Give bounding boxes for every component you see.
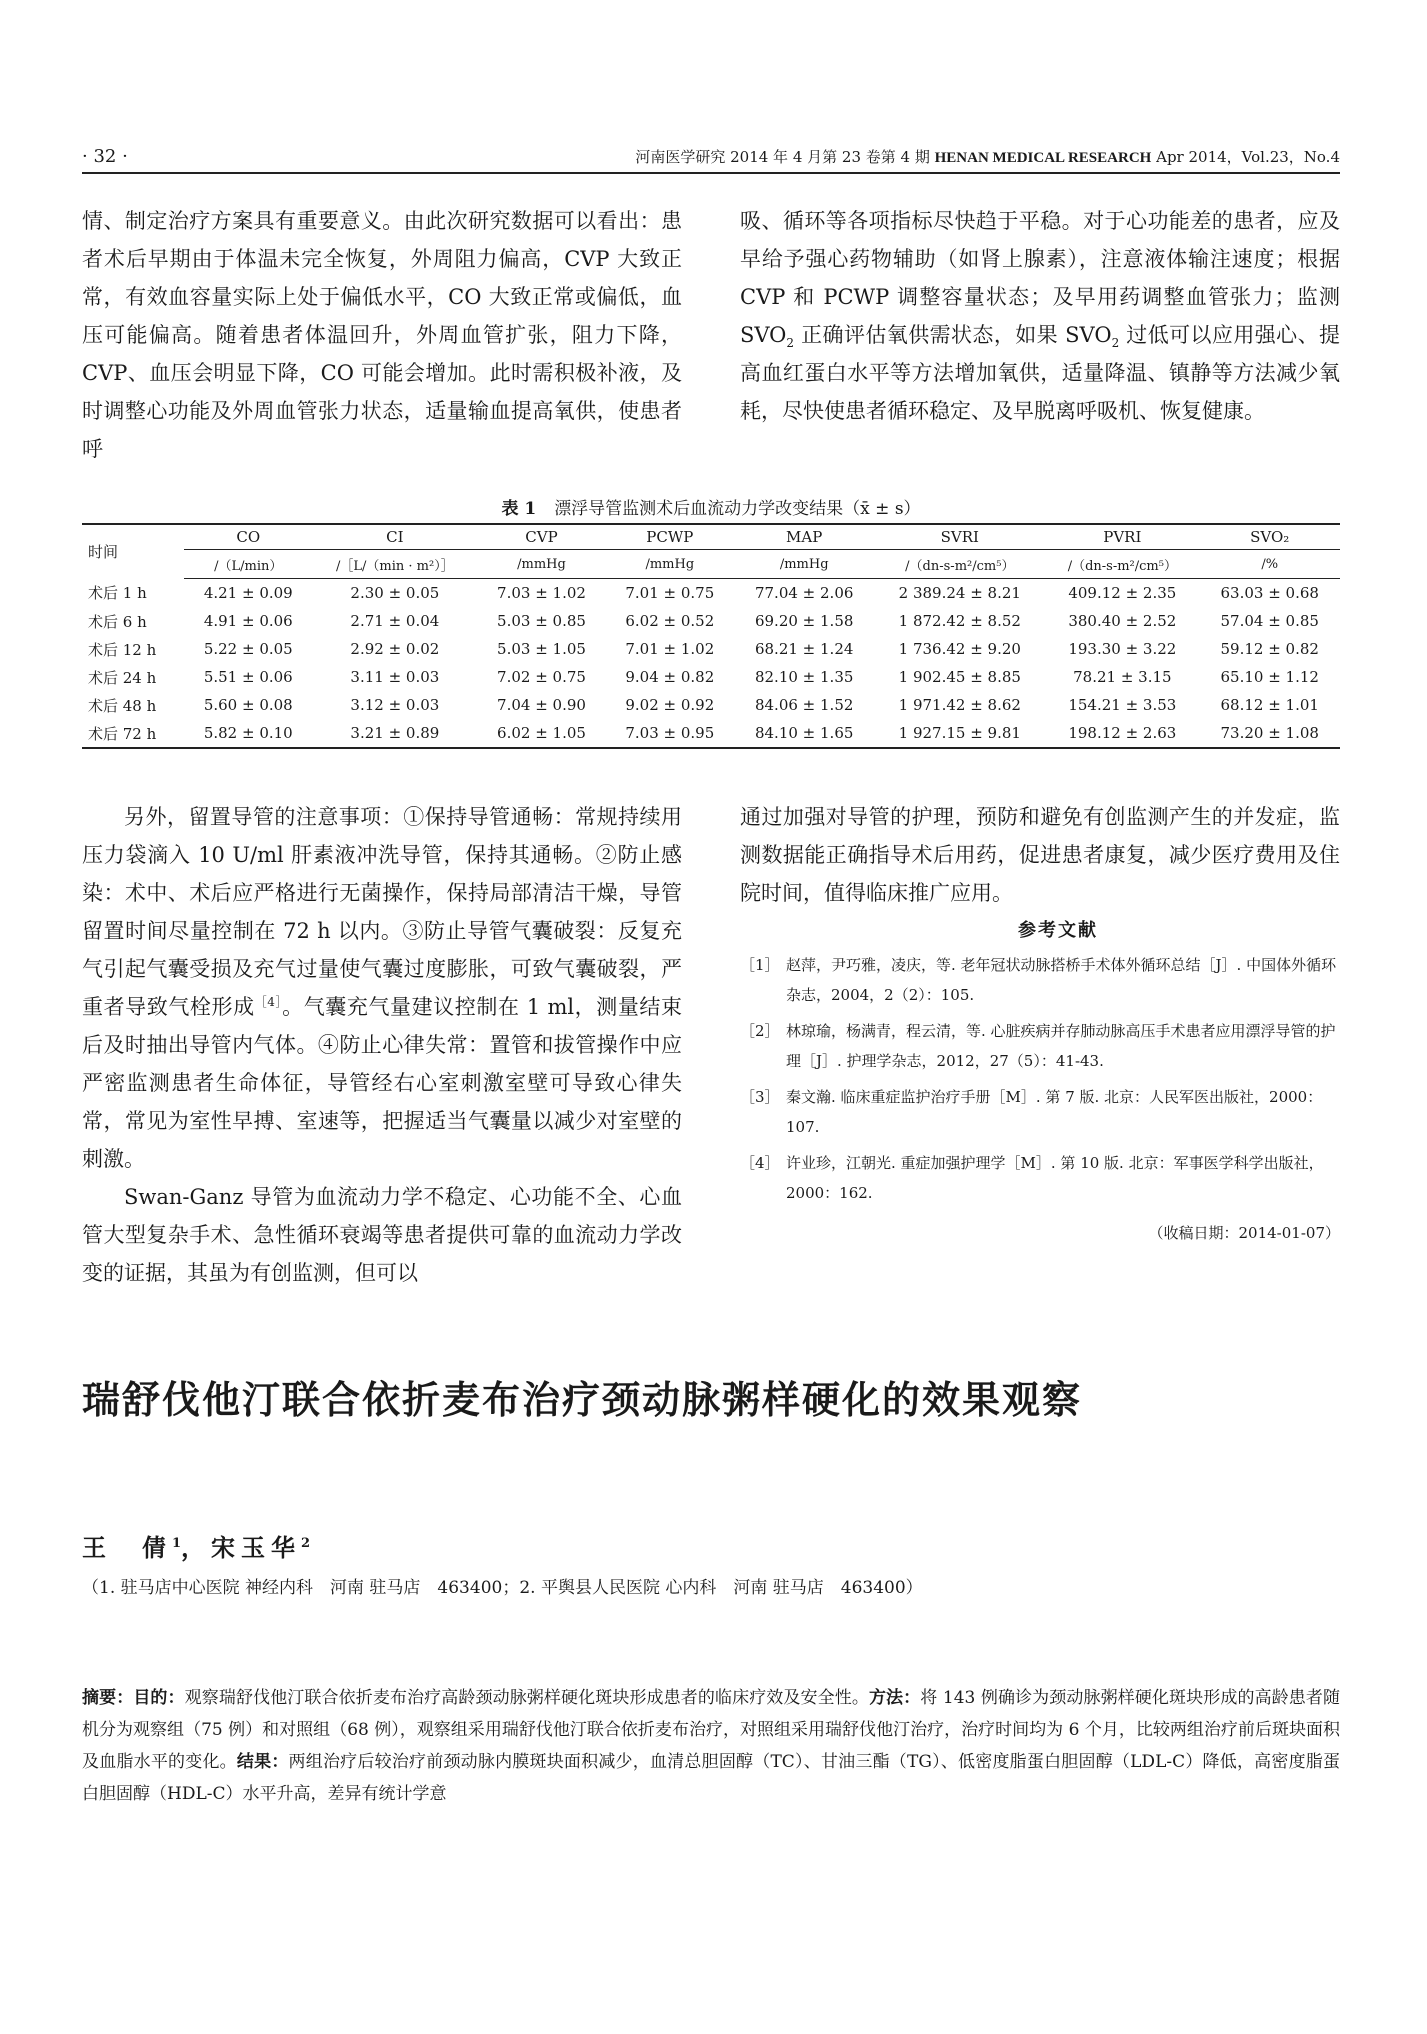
- affiliation: （1. 驻马店中心医院 神经内科 河南 驻马店 463400；2. 平舆县人民医院 心内科 河南 驻马店 463400）: [82, 1578, 923, 1598]
- table-cell: 5.60 ± 0.08: [203, 696, 293, 714]
- column-header: PCWP: [606, 524, 734, 550]
- table-cell: 1 872.42 ± 8.52: [898, 612, 1021, 630]
- table-cell: 2 389.24 ± 8.21: [898, 584, 1021, 602]
- table-cell: 5.03 ± 1.05: [497, 640, 586, 658]
- table-cell: 3.21 ± 0.89: [350, 724, 440, 742]
- table-cell: 84.10 ± 1.65: [754, 724, 854, 742]
- body-paragraph: 情、制定治疗方案具有重要意义。由此次研究数据可以看出：患者术后早期由于体温未完全恢复，外周阻力偏高，CVP 大致正常，有效血容量实际上处于偏低水平，CO 大致正常或偏低，血压可能偏高。随着患者体温回升，外周血管扩张，阻力下降，CVP、血压会明显下降，CO 可能会增加。此时需积极补液，及时调整心功能及外周血管张力状态，适量输血提高氧供，使患者呼: [82, 209, 682, 461]
- author-line: 王 倩$^1$，宋玉华$^2$: [82, 1533, 311, 1562]
- table-cell: 84.06 ± 1.52: [754, 696, 854, 714]
- table-cell: 68.12 ± 1.01: [1220, 696, 1319, 714]
- table-cell: 77.04 ± 2.06: [754, 584, 854, 602]
- column-unit: /%: [1199, 550, 1340, 579]
- author-name: 王 倩: [82, 1533, 172, 1562]
- table-cell: 5.22 ± 0.05: [203, 640, 293, 658]
- column-header: SVO₂: [1199, 524, 1340, 550]
- author-name: 宋玉华: [211, 1533, 302, 1562]
- reference-item: ［3］ 秦文瀚. 临床重症监护治疗手册［M］. 第 7 版. 北京：人民军医出版社，2000：107.: [740, 1088, 1323, 1136]
- table-cell: 73.20 ± 1.08: [1220, 724, 1319, 742]
- table-row: [82, 579, 1340, 608]
- body-paragraph: Swan-Ganz 导管为血流动力学不稳定、心功能不全、心血管大型复杂手术、急性循环衰竭等患者提供可靠的血流动力学改变的证据，其虽为有创监测，但可以: [82, 1185, 682, 1285]
- table-cell: 1 971.42 ± 8.62: [898, 696, 1021, 714]
- row-label: 术后 24 h: [88, 668, 157, 687]
- row-label: 术后 6 h: [88, 612, 147, 631]
- table-cell: 193.30 ± 3.22: [1068, 640, 1177, 658]
- reference-item: ［2］ 林琼瑜，杨满青，程云清，等. 心脏疾病并存肺动脉高压手术患者应用漂浮导管的护理［J］. 护理学杂志，2012，27（5）：41-43.: [740, 1022, 1336, 1070]
- journal-name: 河南医学研究 2014 年 4 月第 23 卷第 4 期: [635, 148, 930, 166]
- journal-name-en: HENAN MEDICAL RESEARCH: [934, 150, 1152, 166]
- table-cell: 198.12 ± 2.63: [1068, 724, 1177, 742]
- table-cell: 2.30 ± 0.05: [350, 584, 440, 602]
- table-cell: 7.01 ± 0.75: [625, 584, 715, 602]
- reference-item: ［4］ 许业珍，江朝光. 重症加强护理学［M］. 第 10 版. 北京：军事医学科学出版社，2000：162.: [740, 1154, 1324, 1202]
- column-unit: /（dn-s-m²/cm⁵）: [1045, 550, 1199, 579]
- table-row: [82, 663, 1340, 691]
- column-header: MAP: [734, 524, 874, 550]
- table-cell: 4.21 ± 0.09: [203, 584, 293, 602]
- references-heading: 参考文献: [1018, 920, 1098, 941]
- column-unit: /［L/（min · m²）］: [312, 550, 477, 579]
- table-cell: 1 736.42 ± 9.20: [898, 640, 1021, 658]
- table-cell: 7.04 ± 0.90: [497, 696, 586, 714]
- table-cell: 63.03 ± 0.68: [1220, 584, 1319, 602]
- journal-issue-en: Apr 2014，Vol.23，No.4: [1156, 148, 1340, 166]
- table-cell: 7.03 ± 0.95: [625, 724, 715, 742]
- reference-item: ［1］ 赵萍，尹巧雅，凌庆，等. 老年冠状动脉搭桥手术体外循环总结［J］. 中国体外循环杂志，2004，2（2）：105.: [740, 956, 1337, 1004]
- column-unit: /（L/min）: [184, 550, 312, 579]
- table-cell: 3.11 ± 0.03: [350, 668, 440, 686]
- table-cell: 4.91 ± 0.06: [203, 612, 293, 630]
- row-label: 术后 72 h: [88, 724, 157, 743]
- table-cell: 5.51 ± 0.06: [203, 668, 293, 686]
- table-caption-text: 漂浮导管监测术后血流动力学改变结果（x̄ ± s）: [554, 499, 921, 519]
- table-cell: 1 927.15 ± 9.81: [898, 724, 1021, 742]
- right-column-bottom: [740, 798, 1340, 1252]
- abstract-label: 摘要：: [82, 1688, 134, 1708]
- table-row: [82, 607, 1340, 635]
- body-paragraph: 通过加强对导管的护理，预防和避免有创监测产生的并发症，监测数据能正确指导术后用药，促进患者康复，减少医疗费用及住院时间，值得临床推广应用。: [740, 805, 1340, 905]
- column-unit: /mmHg: [606, 550, 734, 579]
- left-column-top: [82, 202, 682, 468]
- table-cell: 154.21 ± 3.53: [1068, 696, 1177, 714]
- citation: ［4］: [254, 995, 283, 1009]
- table-row: [82, 635, 1340, 663]
- table-cell: 1 902.45 ± 8.85: [898, 668, 1021, 686]
- table-cell: 7.03 ± 1.02: [497, 584, 586, 602]
- row-label: 术后 12 h: [88, 640, 157, 659]
- column-header: PVRI: [1045, 524, 1199, 550]
- row-header: 时间: [88, 543, 119, 562]
- table-cell: 82.10 ± 1.35: [754, 668, 854, 686]
- column-header: CVP: [477, 524, 605, 550]
- reference-list: [740, 950, 1340, 1208]
- table-cell: 68.21 ± 1.24: [754, 640, 854, 658]
- table-cell: 5.03 ± 0.85: [497, 612, 586, 630]
- column-header: CI: [312, 524, 477, 550]
- table-cell: 2.71 ± 0.04: [350, 612, 440, 630]
- table-cell: 380.40 ± 2.52: [1068, 612, 1177, 630]
- table-cell: 7.02 ± 0.75: [497, 668, 586, 686]
- table-cell: 7.01 ± 1.02: [625, 640, 715, 658]
- body-paragraph: 另外，留置导管的注意事项：①保持导管通畅：常规持续用压力袋滴入 10 U/ml 肝素液冲洗导管，保持其通畅。②防止感染：术中、术后应严格进行无菌操作，保持局部清洁干燥，导管留置时间尽量控制在 72 h 以内。③防止导管气囊破裂：反复充气引起气囊受损及充气过量使气囊过度膨胀，可致气囊破裂，严重者导致气栓形成$^{[4]}$。气囊充气量建议控制在 1 ml，测量结束后及时抽出导管内气体。④防止心律失常：置管和拔管操作中应严密监测患者生命体征，导管经右心室刺激室壁可导致心律失常，常见为室性早搏、室速等，把握适当气囊量以减少对室壁的刺激。: [82, 805, 683, 1171]
- column-header: CO: [184, 524, 312, 550]
- running-header: [82, 146, 1340, 174]
- column-unit: /mmHg: [477, 550, 605, 579]
- table-cell: 409.12 ± 2.35: [1068, 584, 1177, 602]
- abstract: 摘要：目的：观察瑞舒伐他汀联合依折麦布治疗高龄颈动脉粥样硬化斑块形成患者的临床疗效及安全性。方法：将 143 例确诊为颈动脉粥样硬化斑块形成的高龄患者随机分为观察组（75 例）和对照组（68 例），观察组采用瑞舒伐他汀联合依折麦布治疗，对照组采用瑞舒伐他汀治疗，治疗时间均为 6 个月，比较两组治疗前后斑块面积及血脂水平的变化。结果：两组治疗后较治疗前颈动脉内膜斑块面积减少，血清总胆固醇（TC）、甘油三酯（TG）、低密度脂蛋白胆固醇（LDL-C）降低，高密度脂蛋白胆固醇（HDL-C）水平升高，差异有统计学意: [82, 1688, 1341, 1804]
- table-cell: 69.20 ± 1.58: [754, 612, 854, 630]
- table-row: [82, 691, 1340, 719]
- column-header: SVRI: [874, 524, 1045, 550]
- hemodynamics-table: [82, 523, 1340, 749]
- table-cell: 9.04 ± 0.82: [625, 668, 715, 686]
- table-label: 表 1: [501, 499, 537, 519]
- left-column-bottom: [82, 798, 682, 1292]
- table-cell: 6.02 ± 0.52: [625, 612, 715, 630]
- table-cell: 57.04 ± 0.85: [1220, 612, 1319, 630]
- table-cell: 65.10 ± 1.12: [1220, 668, 1319, 686]
- table-cell: 9.02 ± 0.92: [625, 696, 715, 714]
- table-cell: 6.02 ± 1.05: [497, 724, 586, 742]
- row-label: 术后 1 h: [88, 584, 147, 603]
- received-date: （收稿日期：2014-01-07）: [1148, 1224, 1340, 1242]
- page-number: · 32 ·: [82, 146, 128, 167]
- table-caption: [82, 494, 1340, 519]
- table-body: [82, 579, 1340, 749]
- table-cell: 78.21 ± 3.15: [1073, 668, 1172, 686]
- table-cell: 5.82 ± 0.10: [203, 724, 293, 742]
- body-paragraph: 吸、循环等各项指标尽快趋于平稳。对于心功能差的患者，应及早给予强心药物辅助（如肾上腺素），注意液体输注速度；根据 CVP 和 PCWP 调整容量状态；及早用药调整血管张力；监测 $SVO_2$ 正确评估氧供需状态，如果 $SVO_2$ 过低可以应用强心、提高血红蛋白水平等方法增加氧供，适量降温、镇静等方法减少氧耗，尽快使患者循环稳定、及早脱离呼吸机、恢复健康。: [740, 209, 1340, 423]
- table-cell: 59.12 ± 0.82: [1220, 640, 1319, 658]
- right-column-top: [740, 202, 1340, 430]
- row-label: 术后 48 h: [88, 696, 157, 715]
- table-cell: 3.12 ± 0.03: [350, 696, 440, 714]
- table-cell: 2.92 ± 0.02: [350, 640, 440, 658]
- table-row: [82, 719, 1340, 748]
- article-title: 瑞舒伐他汀联合依折麦布治疗颈动脉粥样硬化的效果观察: [82, 1378, 1083, 1422]
- column-unit: /mmHg: [734, 550, 874, 579]
- journal-citation: [635, 146, 1340, 167]
- column-unit: /（dn-s-m²/cm⁵）: [874, 550, 1045, 579]
